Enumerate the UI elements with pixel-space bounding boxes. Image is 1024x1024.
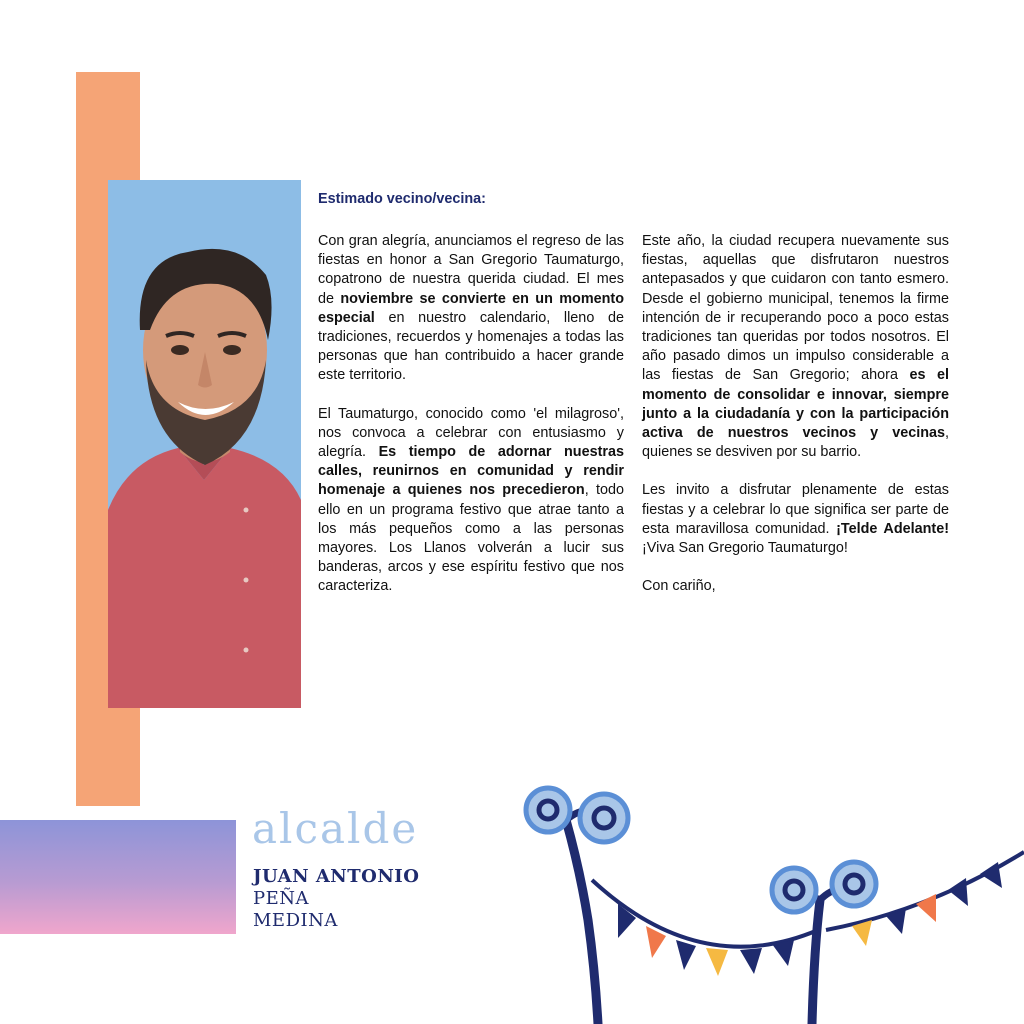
body-text: , quienes se desviven por su barrio. <box>642 425 949 461</box>
letter-paragraph <box>642 481 949 558</box>
letter-paragraph <box>642 577 949 596</box>
gradient-accent-block <box>0 820 236 934</box>
bold-text: ¡Telde Adelante! <box>836 520 950 537</box>
body-text: en nuestro calendario, lleno de tradiciones, recuerdos y homenajes a todas las personas que han contribuido a hacer grande este territorio. <box>318 309 624 384</box>
letter-column-right <box>642 232 949 615</box>
letter-greeting: Estimado vecino/vecina: <box>318 191 486 207</box>
letter-paragraph <box>318 232 624 386</box>
signature-name-line3: MEDINA <box>253 910 338 931</box>
body-text: Les invito a disfrutar plenamente de estas fiestas y a celebrar lo que significa ser parte de esta maravillosa comunidad. <box>642 482 949 537</box>
body-text: ¡Viva San Gregorio Taumaturgo! <box>642 540 848 557</box>
body-text: Con gran alegría, anunciamos el regreso de las fiestas en honor a San Gregorio Taumaturgo, copatrono de nuestra querida ciudad. El mes de <box>318 233 624 307</box>
body-text: El Taumaturgo, conocido como 'el milagroso', nos convoca a celebrar con entusiasmo y alegría. <box>318 405 624 461</box>
bold-text: Es tiempo de adornar nuestras calles, reunirnos en comunidad y rendir homenaje a quienes nos precedieron <box>318 444 625 499</box>
body-text: , todo ello en un programa festivo que atrae tanto a los más pequeños como a las personas mayores. Los Llanos volverán a lucir sus banderas, arcos y ese espíritu festivo que nos caracteriza. <box>318 482 624 595</box>
portrait-photo <box>108 180 301 708</box>
festive-garland-illustration <box>500 780 1024 1024</box>
portrait-illustration <box>108 180 301 708</box>
signature-name-line1: JUAN ANTONIO <box>253 866 420 887</box>
letter-paragraph <box>318 405 624 597</box>
signature-name-line2: PEÑA <box>253 888 309 909</box>
letter-paragraph <box>642 232 949 462</box>
letter-column-left <box>318 232 624 616</box>
body-text: Este año, la ciudad recupera nuevamente sus fiestas, aquellas que disfrutaron nuestros antepasados y que cuidaron con tanto esmero. Desde el gobierno municipal, tenemos la firme intención de ir recuperando poco a poco estas tradiciones tan queridas por todos nosotros. El año pasado dimos un impulso considerable a las fiestas de San Gregorio; ahora <box>642 233 949 384</box>
body-text: Con cariño, <box>642 578 716 595</box>
signature-role: alcalde <box>252 804 419 853</box>
bold-text: noviembre se convierte en un momento especial <box>318 290 624 326</box>
bold-text: es el momento de consolidar e innovar, siempre junto a la ciudadanía y con la participación activa de nuestros vecinos y vecinas <box>642 367 949 442</box>
